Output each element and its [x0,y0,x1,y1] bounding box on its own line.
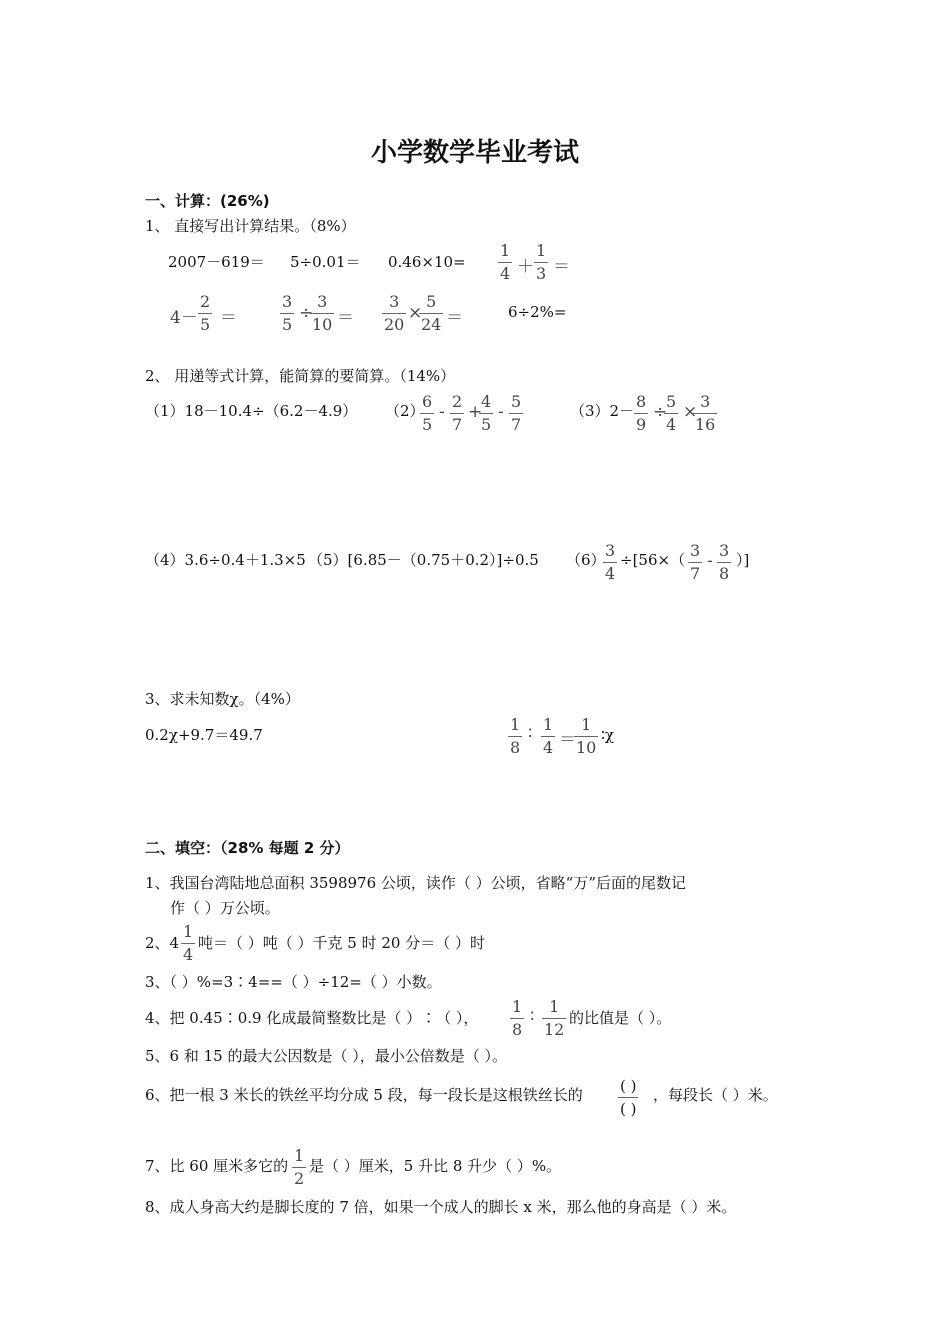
q3-tail: ∶χ [601,726,614,744]
q2-label: 2、 用递等式计算，能简算的要简算。（14%） [145,367,456,385]
q2-part-4: （4）3.6÷0.4＋1.3×5 [145,551,306,569]
fill-q4-a: 4、把 0.45∶0.9 化成最简整数比是（ ）∶（ ）， [145,1009,479,1027]
q2-part-3-prefix: （3）2－ [570,402,635,420]
fraction: 3 10 [312,292,333,334]
fill-q2-rest: 吨＝（ ）吨（ ）千克 5 时 20 分＝（ ）时 [198,934,486,952]
fill-q6-b: ，每段长（ ）米。 [653,1086,778,1104]
expr-4-minus: 4－ [170,308,198,328]
fill-q1-line1: 1、我国台湾陆地总面积 3598976 公顷，读作（ ）公顷，省略“万”后面的尾数记 [145,874,686,892]
fill-q3: 3、（ ）%=3∶4==（ ）÷12=（ ）小数。 [145,973,442,991]
fill-q2-prefix: 2、4 [145,934,180,952]
fill-q8: 8、成人身高大约是脚长度的 7 倍，如果一个成人的脚长 x 米，那么他的身高是（ ）米。 [145,1198,737,1216]
fill-q7-b: 是（ ）厘米，5 升比 8 升少（ ）%。 [309,1157,562,1175]
page-title: 小学数学毕业考试 [370,138,579,168]
times-sign: × [683,402,698,422]
fill-q5: 5、6 和 15 的最大公因数是（ ），最小公倍数是（ ）。 [145,1047,508,1065]
fraction: 2 7 [452,392,463,434]
fraction: 3 7 [690,541,701,583]
fraction: 3 5 [282,292,293,334]
q3-label: 3、求未知数χ。（4%） [145,690,300,708]
times-sign: × [408,303,423,323]
fraction: 3 8 [719,541,730,583]
q1-label: 1、 直接写出计算结果。（8%） [145,217,356,235]
q1-item-3: 0.46×10= [388,253,466,271]
fraction: 5 24 [421,292,442,334]
section1-heading: 一、计算：(26%) [145,192,270,210]
q2-part-6-prefix: （6） [566,551,606,569]
equals-sign: ＝ [553,257,570,277]
q2-part-2-prefix: （2） [385,402,425,420]
equals-sign: ＝ [446,308,463,328]
section2-heading: 二、填空：（28% 每题 2 分） [145,839,350,857]
plus-sign: ＋ [517,257,534,277]
fill-q6-a: 6、把一根 3 米长的铁丝平均分成 5 段，每一段长是这根铁丝长的 [145,1086,583,1104]
equals-sign: ＝ [337,308,354,328]
fill-q7-a: 7、比 60 厘米多它的 [145,1157,289,1175]
fraction: 1 3 [536,241,547,283]
fraction: 8 9 [636,392,647,434]
q2-part-6-end: ）] [736,551,750,569]
blank-fraction: ( ) ( ) [620,1077,637,1118]
fraction: 1 4 [183,922,194,964]
equals-sign: ＝ [220,308,237,328]
fraction: 1 8 [512,997,523,1039]
q2-part-1: （1）18－10.4÷（6.2－4.9） [145,402,358,420]
fraction: 3 20 [384,292,405,334]
q1-item-1: 2007－619＝ [168,253,265,271]
fraction: 1 2 [294,1146,305,1188]
fraction: 2 5 [200,292,211,334]
fraction: 3 16 [695,392,716,434]
fraction: 5 4 [666,392,677,434]
fraction: 1 4 [543,715,554,757]
colon-sign: ∶ [530,1007,535,1027]
fraction: 1 10 [576,715,597,757]
colon-sign: ∶ [528,724,533,744]
fraction: 1 4 [500,241,511,283]
fill-q4-b: 的比值是（ ）。 [569,1009,672,1027]
equals-sign: ＝ [559,730,576,750]
q2-part-6-mid: ÷[56×（ [620,551,686,569]
fraction: 4 5 [481,392,492,434]
q3-equation-1: 0.2χ+9.7＝49.7 [145,726,263,744]
q2-part-5: （5）[6.85－（0.75＋0.2）]÷0.5 [308,551,539,569]
q1-item-4: 6÷2%= [508,303,567,321]
minus-sign: - [498,402,504,422]
q1-item-2: 5÷0.01＝ [290,253,361,271]
plus-sign: + [468,402,483,422]
divide-sign: ÷ [299,303,314,323]
fraction: 6 5 [422,392,433,434]
minus-sign: - [439,402,445,422]
fraction: 5 7 [511,392,522,434]
fraction: 1 12 [544,997,565,1039]
divide-sign: ÷ [653,402,668,422]
fraction: 1 8 [510,715,521,757]
fill-q1-line2: 作（ ）万公顷。 [170,899,280,917]
minus-sign: - [707,551,713,571]
fraction: 3 4 [605,541,616,583]
